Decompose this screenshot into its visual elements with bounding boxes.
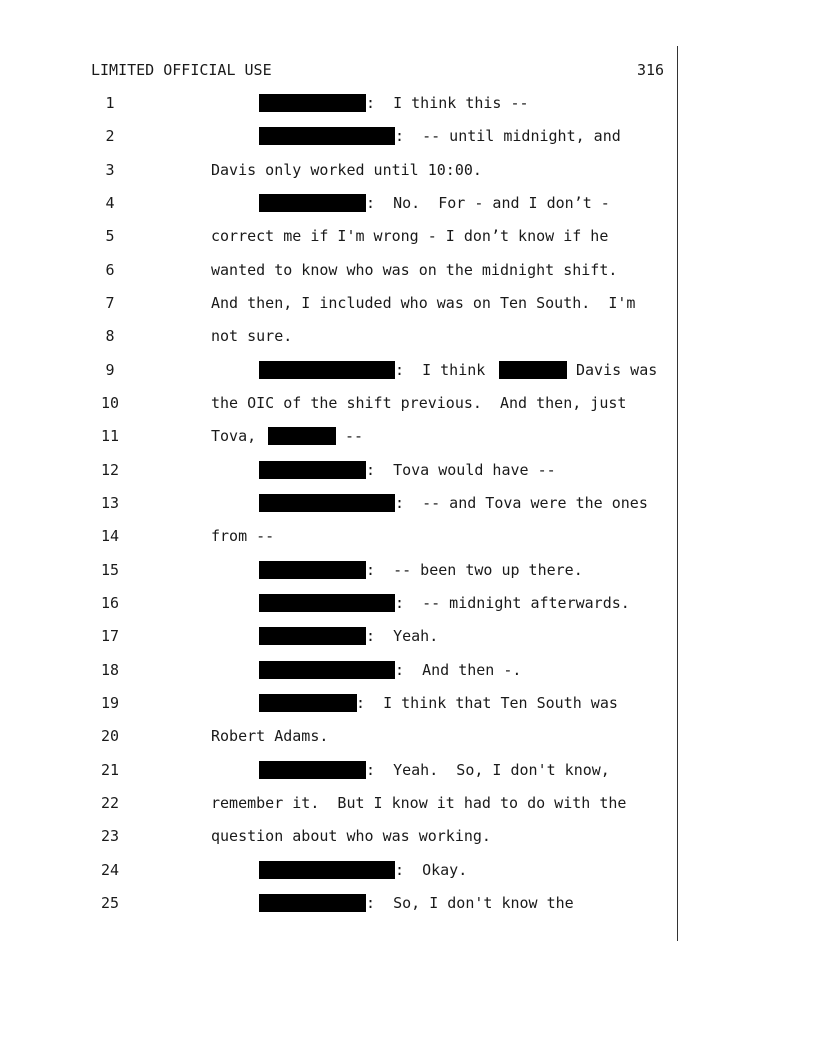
line-number: 13 <box>100 494 120 512</box>
line-number: 18 <box>100 661 120 679</box>
redaction-box <box>259 194 366 212</box>
transcript-line-19: : I think that Ten South was <box>356 694 618 712</box>
page-number: 316 <box>637 61 665 79</box>
redaction-box <box>259 594 395 612</box>
transcript-line-13: : -- and Tova were the ones <box>395 494 648 512</box>
transcript-line-18: : And then -. <box>395 661 522 679</box>
transcript-line-8: not sure. <box>211 327 293 345</box>
line-number: 2 <box>105 127 115 145</box>
line-number: 8 <box>105 327 115 345</box>
redaction-box <box>259 361 395 379</box>
transcript-line-15: : -- been two up there. <box>366 561 583 579</box>
transcript-line-17: : Yeah. <box>366 627 439 645</box>
redaction-box <box>268 427 336 445</box>
line-number: 20 <box>100 727 120 745</box>
redaction-box <box>259 494 395 512</box>
transcript-line-24: : Okay. <box>395 861 468 879</box>
redaction-box <box>259 861 395 879</box>
line-number: 15 <box>100 561 120 579</box>
transcript-line-9-end: Davis was <box>576 361 658 379</box>
redaction-box <box>499 361 567 379</box>
transcript-line-16: : -- midnight afterwards. <box>395 594 630 612</box>
line-number: 25 <box>100 894 120 912</box>
redaction-box <box>259 694 357 712</box>
transcript-line-20: Robert Adams. <box>211 727 329 745</box>
redaction-box <box>259 761 366 779</box>
redaction-box <box>259 94 366 112</box>
classification-header: LIMITED OFFICIAL USE <box>91 61 272 79</box>
transcript-line-14: from -- <box>211 527 275 545</box>
line-number: 10 <box>100 394 120 412</box>
transcript-line-5: correct me if I'm wrong - I don’t know if he <box>211 227 609 245</box>
transcript-line-11: Tova, <box>211 427 257 445</box>
line-number: 12 <box>100 461 120 479</box>
redaction-box <box>259 661 395 679</box>
redaction-box <box>259 461 366 479</box>
transcript-line-22: remember it. But I know it had to do with the <box>211 794 627 812</box>
transcript-line-2: : -- until midnight, and <box>395 127 621 145</box>
redaction-box <box>259 127 395 145</box>
line-number: 16 <box>100 594 120 612</box>
line-number: 19 <box>100 694 120 712</box>
transcript-line-11-end: -- <box>345 427 364 445</box>
transcript-line-7: And then, I included who was on Ten South. I'm <box>211 294 636 312</box>
transcript-line-6: wanted to know who was on the midnight shift. <box>211 261 618 279</box>
line-number: 24 <box>100 861 120 879</box>
line-number: 17 <box>100 627 120 645</box>
transcript-line-23: question about who was working. <box>211 827 491 845</box>
transcript-line-25: : So, I don't know the <box>366 894 574 912</box>
line-number: 4 <box>105 194 115 212</box>
line-number: 6 <box>105 261 115 279</box>
redaction-box <box>259 561 366 579</box>
transcript-line-10: the OIC of the shift previous. And then, just <box>211 394 627 412</box>
redaction-box <box>259 627 366 645</box>
transcript-line-12: : Tova would have -- <box>366 461 556 479</box>
line-number: 7 <box>105 294 115 312</box>
line-number: 9 <box>105 361 115 379</box>
redaction-box <box>259 894 366 912</box>
transcript-line-3: Davis only worked until 10:00. <box>211 161 482 179</box>
line-number: 14 <box>100 527 120 545</box>
line-number: 1 <box>105 94 115 112</box>
transcript-line-1: : I think this -- <box>366 94 529 112</box>
line-number: 5 <box>105 227 115 245</box>
line-number: 23 <box>100 827 120 845</box>
line-number: 3 <box>105 161 115 179</box>
transcript-line-9: : I think <box>395 361 486 379</box>
transcript-line-21: : Yeah. So, I don't know, <box>366 761 610 779</box>
line-number: 21 <box>100 761 120 779</box>
line-number: 22 <box>100 794 120 812</box>
line-number: 11 <box>100 427 120 445</box>
transcript-line-4: : No. For - and I don’t - <box>366 194 610 212</box>
right-margin-rule <box>677 46 678 941</box>
